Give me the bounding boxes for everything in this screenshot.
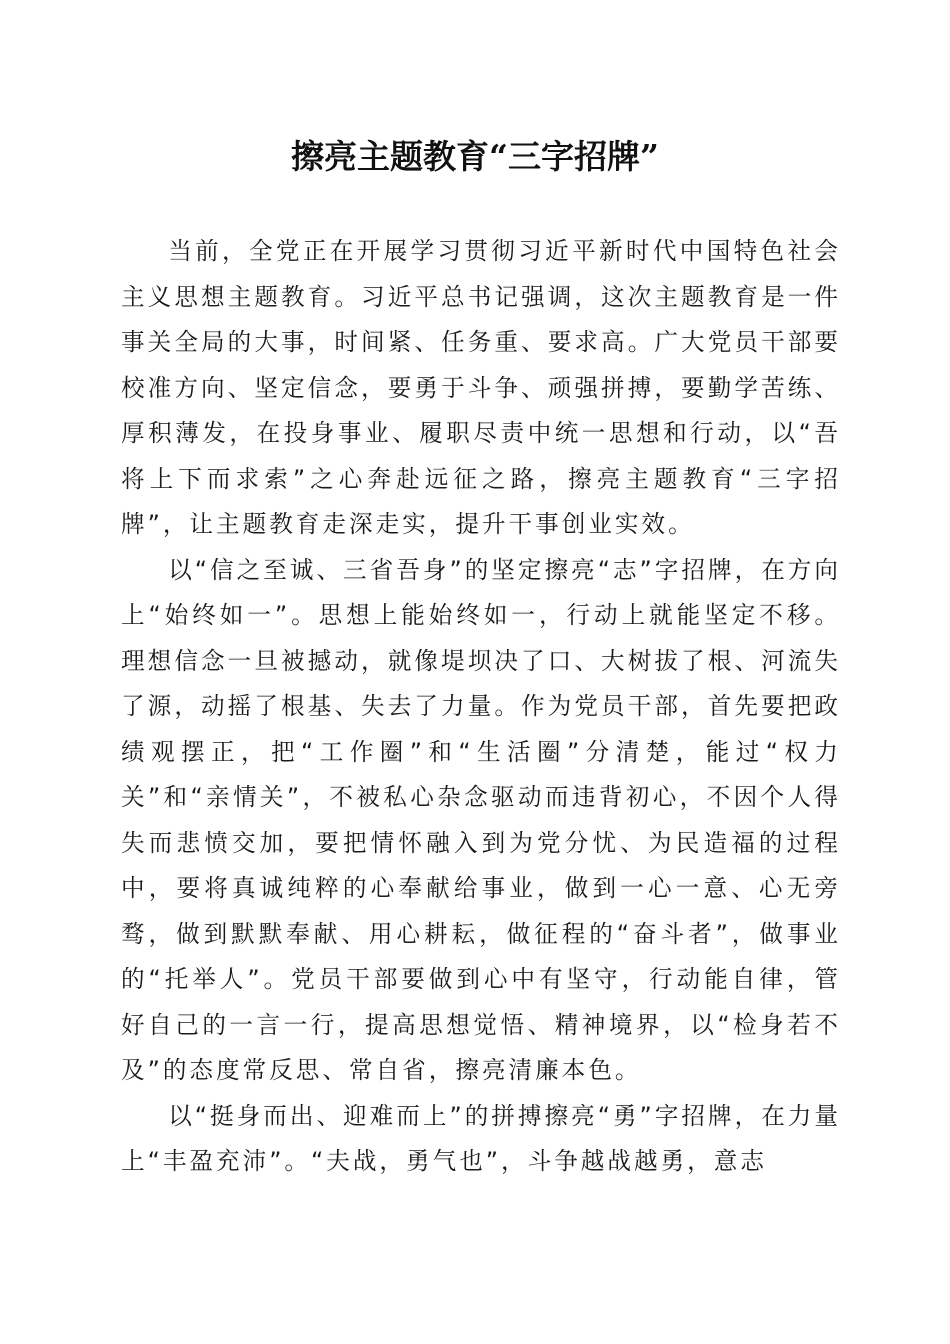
document-body [121, 229, 841, 1185]
paragraph-yong: 以“挺身而出、迎难而上”的拼搏擦亮“勇”字招牌，在力量上“丰盈充沛”。“夫战，勇气也”，斗争越战越勇，意志 [121, 1101, 841, 1175]
document-title: 擦亮主题教育“三字招牌” [291, 137, 659, 176]
paragraph-intro: 当前，全党正在开展学习贯彻习近平新时代中国特色社会主义思想主题教育。习近平总书记强调，这次主题教育是一件事关全局的大事，时间紧、任务重、要求高。广大党员干部要校准方向、坚定信念，要勇于斗争、顽强拼搏，要勤学苦练、厚积薄发，在投身事业、履职尽责中统一思想和行动，以“吾将上下而求索”之心奔赴远征之路，擦亮主题教育“三字招牌”，让主题教育走深走实，提升干事创业实效。 [121, 237, 841, 538]
paragraph-zhi: 以“信之至诚、三省吾身”的坚定擦亮“志”字招牌，在方向上“始终如一”。思想上能始终如一，行动上就能坚定不移。理想信念一旦被撼动，就像堤坝决了口、大树拔了根、河流失了源，动摇了根基、失去了力量。作为党员干部，首先要把政绩观摆正，把“工作圈”和“生活圈”分清楚，能过“权力关”和“亲情关”，不被私心杂念驱动而违背初心，不因个人得失而悲愤交加，要把情怀融入到为党分忧、为民造福的过程中，要将真诚纯粹的心奉献给事业，做到一心一意、心无旁骛，做到默默奉献、用心耕耘，做征程的“奋斗者”，做事业的“托举人”。党员干部要做到心中有坚守，行动能自律，管好自己的一言一行，提高思想觉悟、精神境界，以“检身若不及”的态度常反思、常自省，擦亮清廉本色。 [121, 555, 841, 1084]
